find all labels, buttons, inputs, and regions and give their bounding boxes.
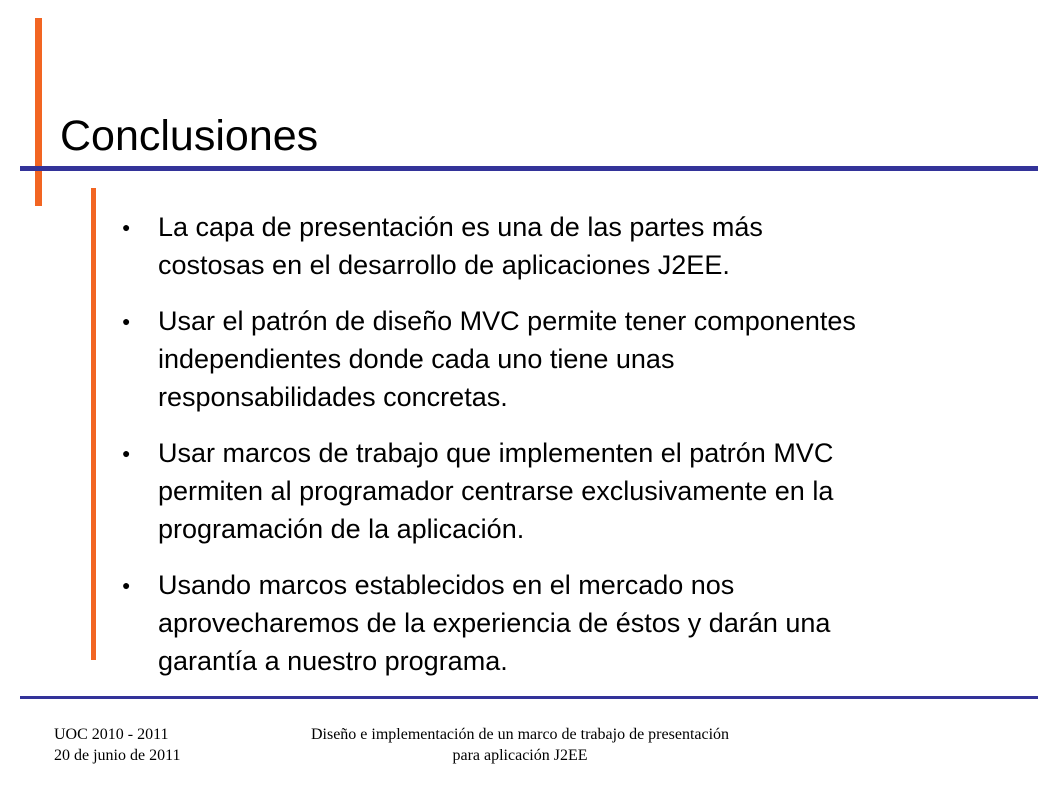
bullet-list [120,208,1020,698]
bullet-text-line: responsabilidades concretas. [158,382,508,412]
bullet-item [120,208,1020,284]
bullet-text-line: La capa de presentación es una de las partes más [158,212,763,242]
content-accent-bar [91,188,96,660]
footer-title-line: Diseño e implementación de un marco de trabajo de presentación [310,726,730,743]
footer-divider [20,696,1038,699]
bullet-item [120,434,1020,548]
bullet-text-line: programación de la aplicación. [158,514,525,544]
bullet-text-line: independientes donde cada uno tiene unas [158,344,675,374]
bullet-dot-icon: ● [122,577,131,593]
footer-project-title [240,724,800,766]
bullet-text-line: Usar el patrón de diseño MVC permite tener componentes [158,306,856,336]
bullet-dot-icon: ● [122,219,131,235]
bullet-text-line: garantía a nuestro programa. [158,646,508,676]
bullet-item [120,566,1020,680]
bullet-text-line: Usar marcos de trabajo que implementen el patrón MVC [158,438,834,468]
bullet-text-line: Usando marcos establecidos en el mercado nos [158,570,735,600]
bullet-item [120,302,1020,416]
bullet-dot-icon: ● [122,445,131,461]
title-divider [20,166,1038,171]
bullet-text-line: aprovecharemos de la experiencia de éstos y darán una [158,608,831,638]
footer-course: UOC 2010 - 2011 [54,726,169,743]
title-accent-bar [35,18,42,206]
bullet-dot-icon: ● [122,313,131,329]
bullet-text-line: permiten al programador centrarse exclusivamente en la [158,476,834,506]
footer-title-line: para aplicación J2EE [452,747,588,764]
bullet-text-line: costosas en el desarrollo de aplicaciones J2EE. [158,250,730,280]
slide-title: Conclusiones [60,112,319,160]
footer-date: 20 de junio de 2011 [54,747,181,764]
footer-course-info [54,724,181,766]
